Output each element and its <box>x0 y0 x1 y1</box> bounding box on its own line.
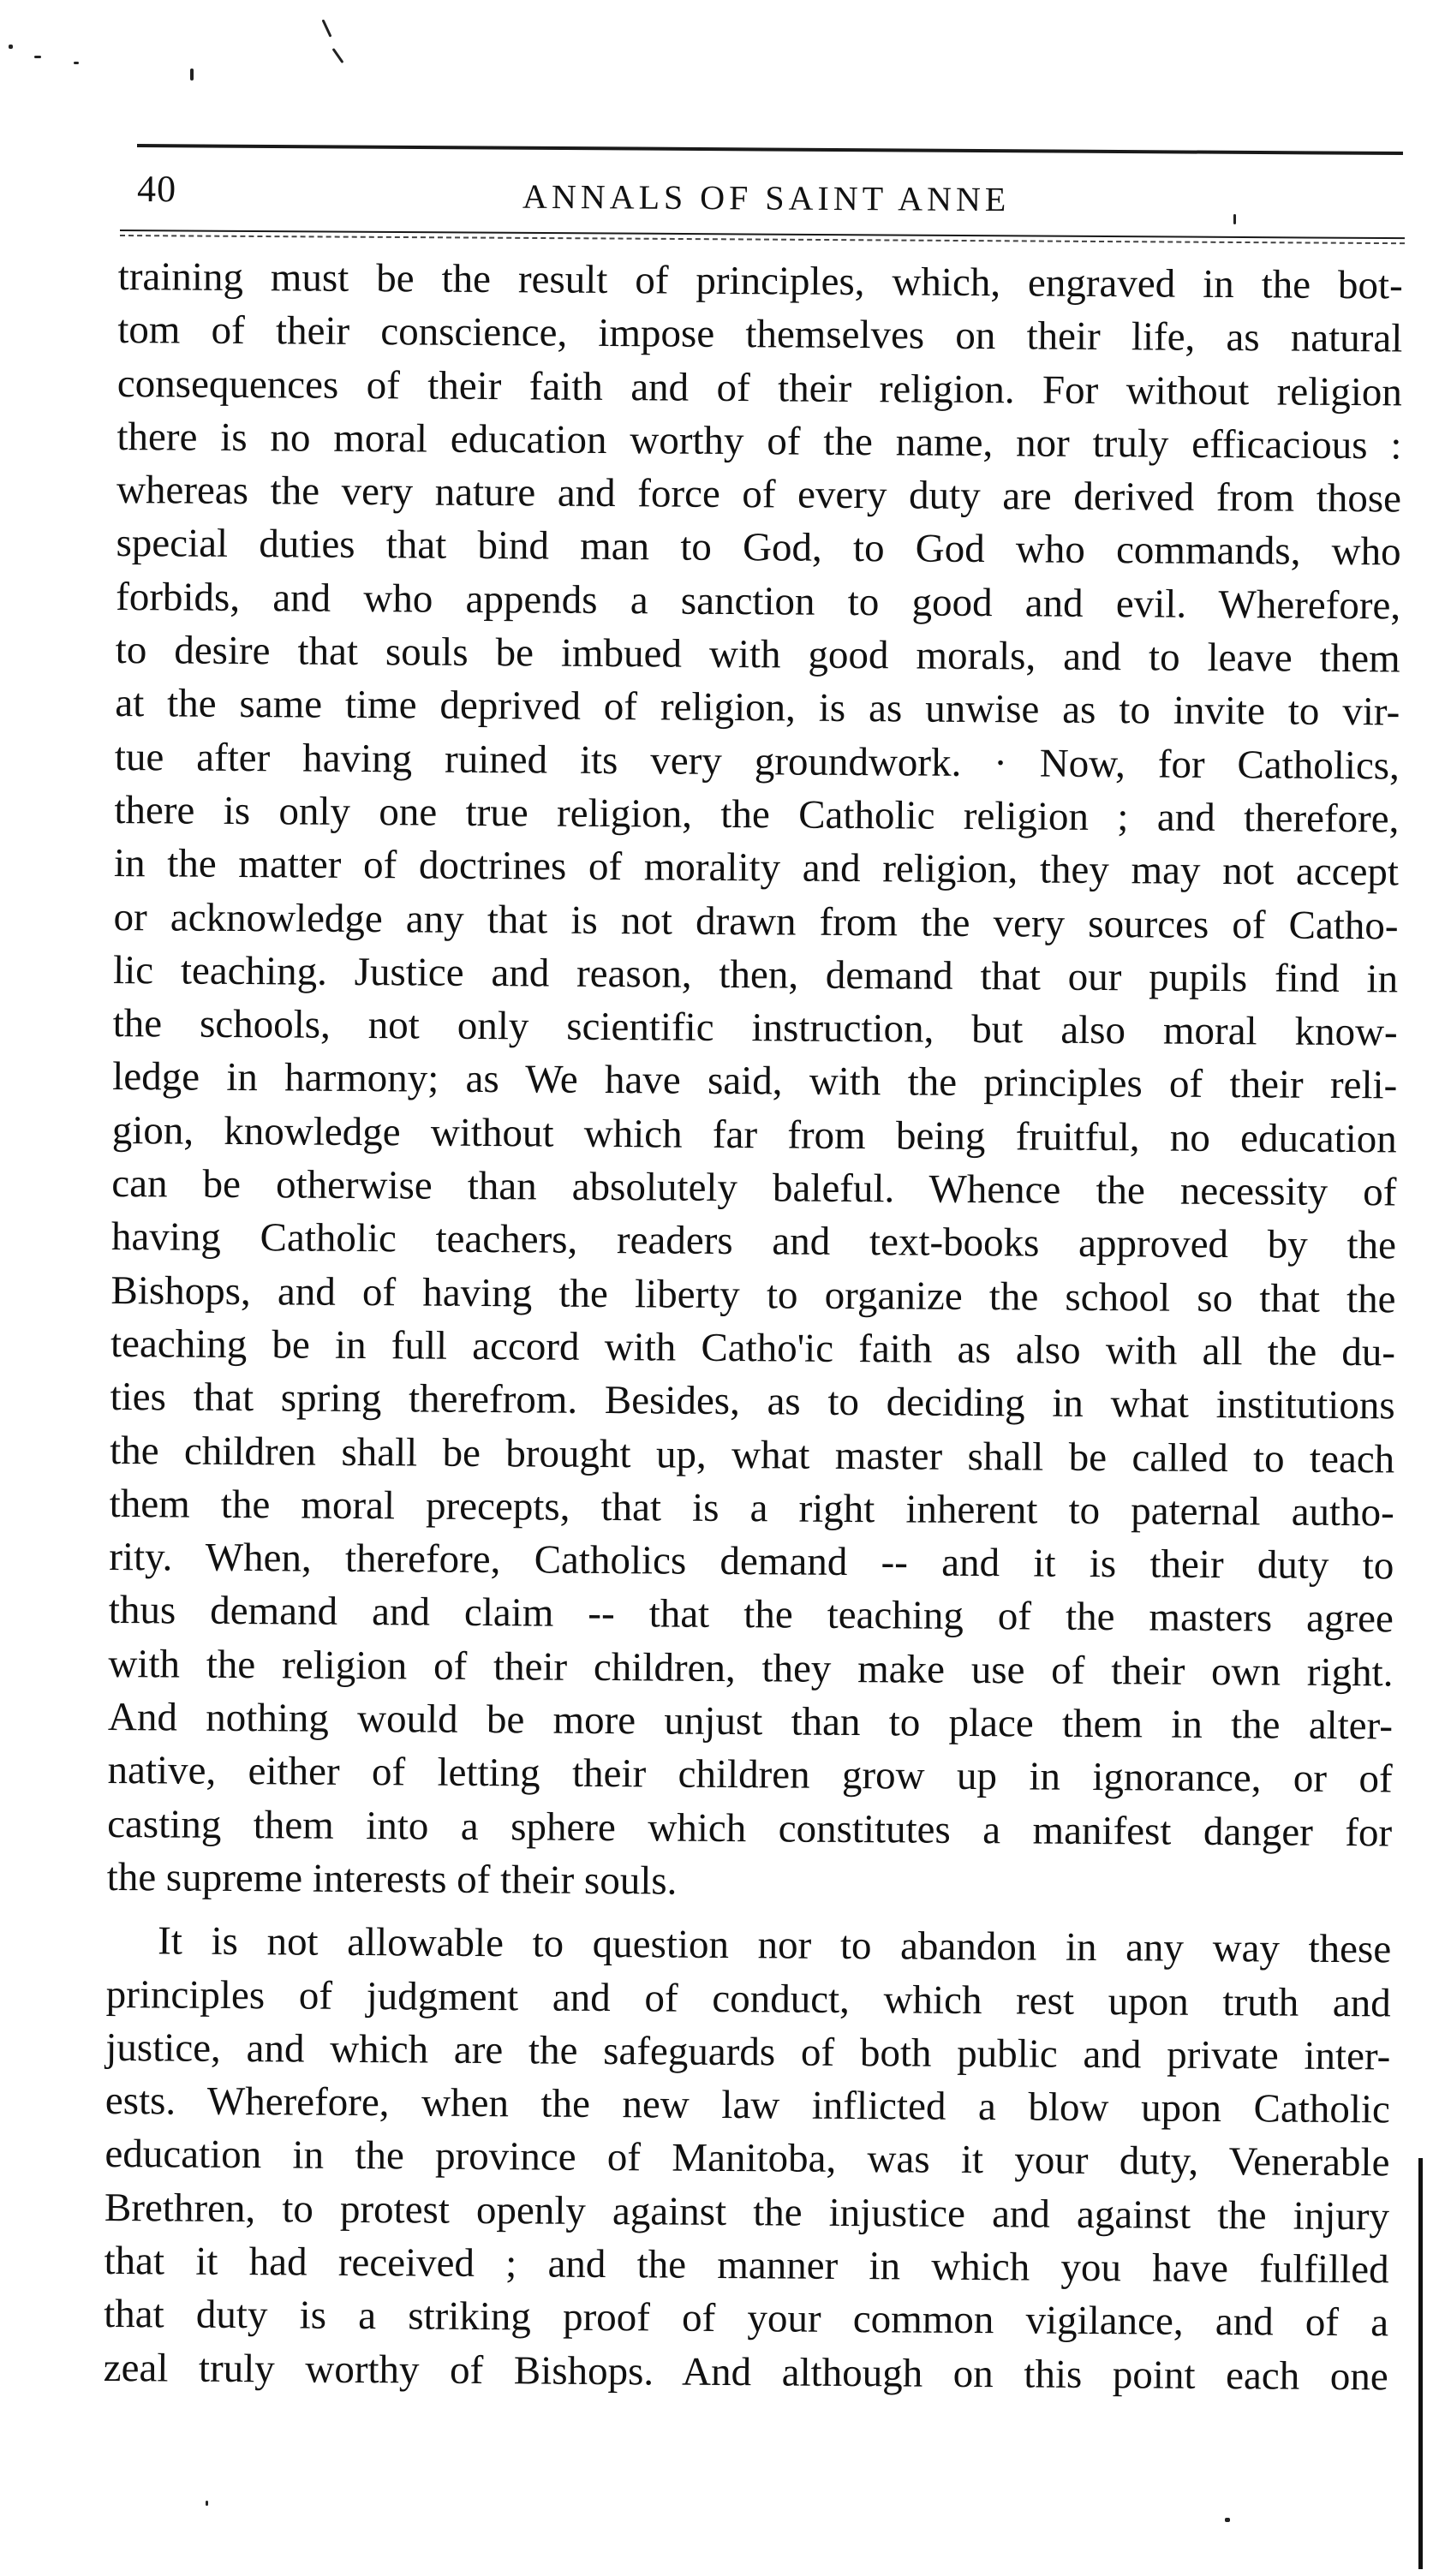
scan-speck <box>74 62 79 64</box>
paragraph <box>104 1914 1392 2403</box>
text-line: native, either of letting their children grow up in ignorance, or of <box>107 1748 1393 1802</box>
text-line: tue after having ruined its very groundwork. · Now, for Catholics, <box>114 734 1400 789</box>
text-line: teaching be in full accord with Catho'ic faith as also with all the du- <box>110 1321 1396 1375</box>
text-line: the children shall be brought up, what master shall be called to teach <box>110 1428 1395 1482</box>
scan-speck <box>332 48 344 63</box>
page-number: 40 <box>136 168 177 211</box>
text-line: training must be the result of principles, which, engraved in the bot- <box>117 253 1403 308</box>
text-line: with the religion of their children, they make use of their own right. <box>108 1641 1394 1696</box>
text-line: that duty is a striking proof of your common vigilance, and of a <box>103 2292 1389 2346</box>
body-text <box>104 250 1403 2403</box>
page-edge-line <box>1418 2158 1423 2569</box>
text-line: the schools, not only scientific instruction, but also moral know- <box>112 1001 1398 1055</box>
scan-speck <box>34 56 41 58</box>
text-line: or acknowledge any that is not drawn from the very sources of Catho- <box>113 894 1399 949</box>
text-line: to desire that souls be imbued with good morals, and to leave them <box>115 628 1400 682</box>
text-line: gion, knowledge without which far from being fruitful, no education <box>111 1107 1397 1162</box>
text-line: them the moral precepts, that is a right inherent to paternal autho- <box>109 1481 1394 1535</box>
text-line: education in the province of Manitoba, was it your duty, Venerable <box>104 2132 1390 2185</box>
text-line: whereas the very nature and force of every duty are derived from those <box>116 468 1402 522</box>
text-line: rity. When, therefore, Catholics demand -- and it is their duty to <box>109 1535 1394 1589</box>
running-header <box>137 167 1403 235</box>
text-line: It is not allowable to question nor to abandon in any way these <box>158 1918 1392 1972</box>
text-line: Brethren, to protest openly against the injustice and against the injury <box>104 2185 1390 2239</box>
text-line: there is no moral education worthy of the name, nor truly efficacious : <box>116 414 1402 468</box>
scan-speck <box>321 19 331 37</box>
text-line: lic teaching. Justice and reason, then, demand that our pupils find in <box>112 947 1399 1002</box>
scan-speck <box>9 45 13 49</box>
text-line: justice, and which are the safeguards of both public and private inter- <box>105 2024 1391 2079</box>
text-line: there is only one true religion, the Catholic religion ; and therefore, <box>114 787 1400 842</box>
text-line: zeal truly worthy of Bishops. And although on this point each one <box>103 2345 1388 2399</box>
text-line: in the matter of doctrines of morality and religion, they may not accept <box>113 841 1400 895</box>
text-line: And nothing would be more unjust than to place them in the alter- <box>107 1694 1394 1749</box>
scan-speck <box>206 2501 208 2506</box>
text-line: at the same time deprived of religion, is as unwise as to invite to vir- <box>115 681 1400 735</box>
header-rule-top <box>137 144 1403 155</box>
text-line: special duties that bind man to God, to God who commands, who <box>116 521 1401 575</box>
scan-speck <box>190 69 194 80</box>
text-line: ests. Wherefore, when the new law inflicted a blow upon Catholic <box>104 2078 1391 2132</box>
running-title: ANNALS OF SAINT ANNE <box>522 176 1011 219</box>
text-line: forbids, and who appends a sanction to good and evil. Wherefore, <box>115 574 1401 629</box>
text-line: can be otherwise than absolutely baleful. Whence the necessity of <box>111 1161 1397 1215</box>
text-line: ledge in harmony; as We have said, with the principles of their reli- <box>112 1054 1398 1108</box>
text-line: casting them into a sphere which constitutes a manifest danger for <box>106 1801 1393 1856</box>
scan-speck <box>1225 2518 1230 2522</box>
text-line: ties that spring therefrom. Besides, as to deciding in what institutions <box>110 1374 1395 1428</box>
text-line: having Catholic teachers, readers and text-books approved by the <box>110 1214 1397 1268</box>
text-line: principles of judgment and of conduct, which rest upon truth and <box>105 1971 1391 2025</box>
text-line: that it had received ; and the manner in which you have fulfilled <box>104 2238 1389 2293</box>
text-line: Bishops, and of having the liberty to organize the school so that the <box>110 1267 1396 1322</box>
paragraph <box>107 250 1403 1913</box>
text-line: the supreme interests of their souls. <box>106 1854 678 1904</box>
text-line: consequences of their faith and of their religion. For without religion <box>116 361 1403 415</box>
text-line: thus demand and claim -- that the teaching of the masters agree <box>108 1588 1394 1642</box>
text-line: tom of their conscience, impose themselves on their life, as natural <box>117 307 1403 361</box>
